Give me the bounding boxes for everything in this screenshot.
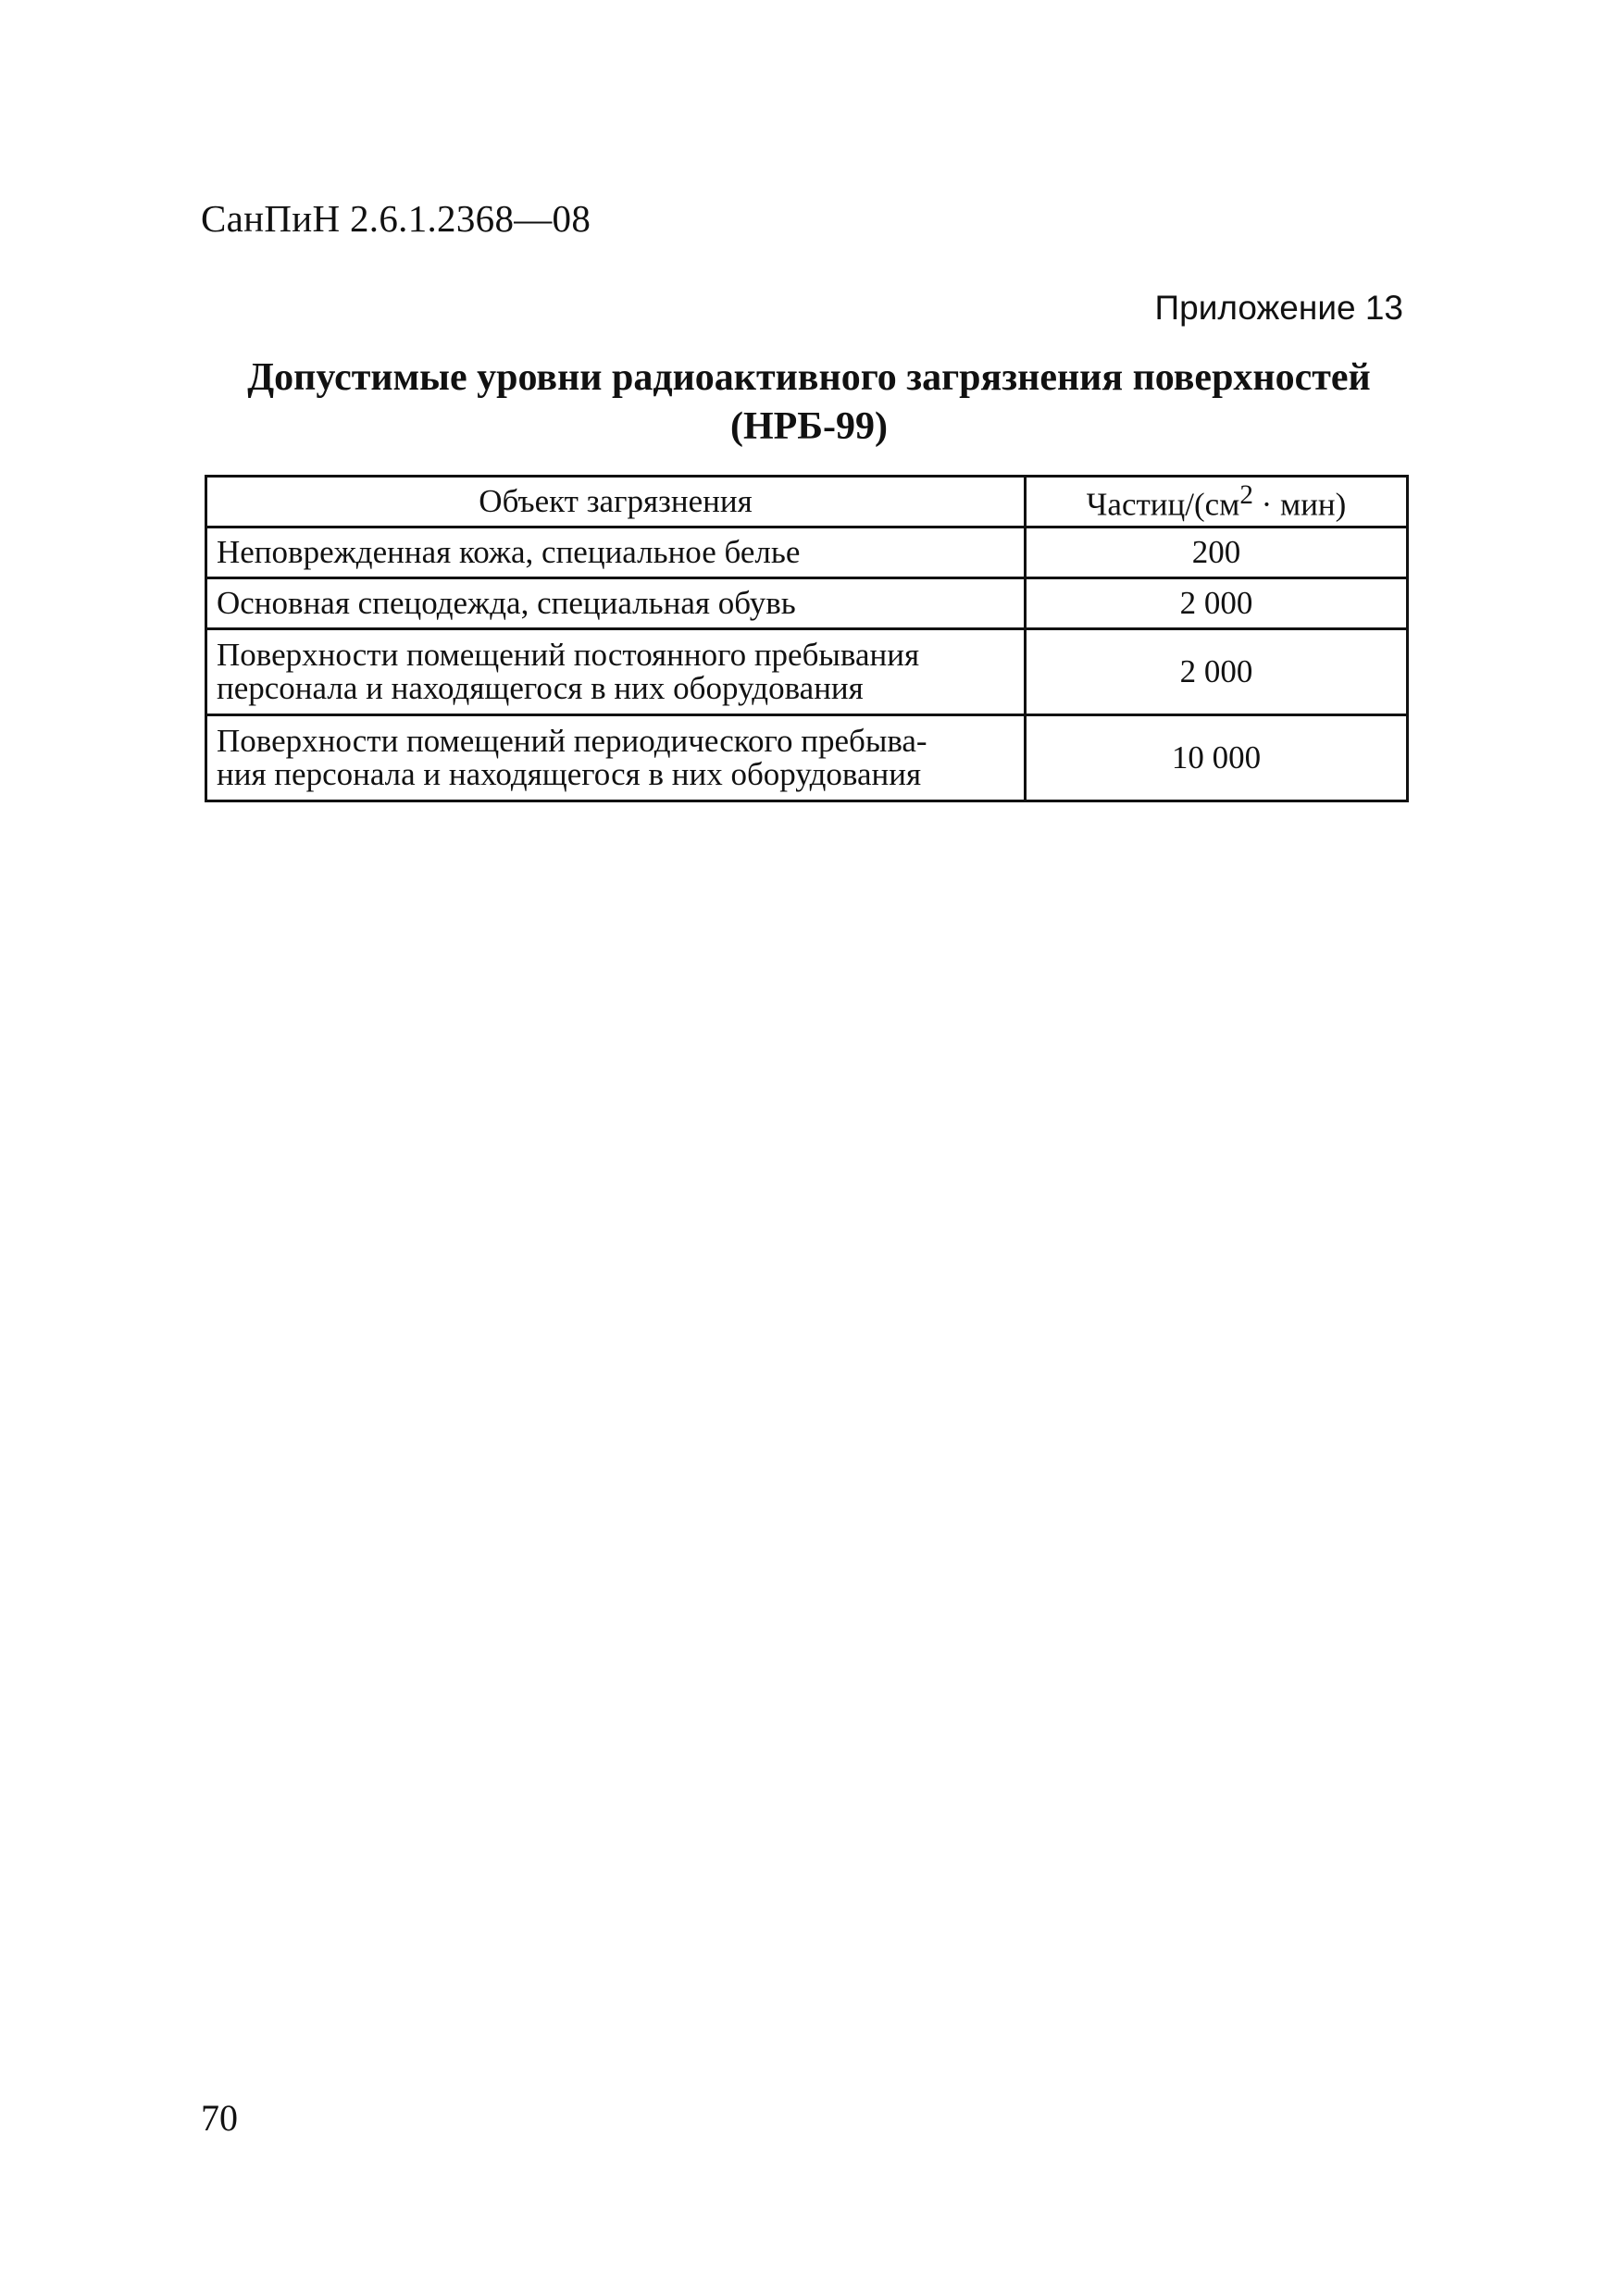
row-object-line: Неповрежденная кожа, специальное белье [217, 534, 801, 571]
table-row [206, 578, 1408, 629]
row-object-line: Поверхности помещений постоянного пребывания [217, 637, 920, 674]
contamination-levels-table [205, 475, 1409, 802]
document-code: СанПиН 2.6.1.2368—08 [201, 197, 591, 240]
row-object-line: персонала и находящегося в них оборудования [217, 670, 864, 706]
table-row [206, 527, 1408, 578]
page-title-line-2: (НРБ-99) [729, 405, 889, 448]
page-title-line-1: Допустимые уровни радиоактивного загрязнения поверхностей [247, 356, 1371, 399]
row-object-cell [206, 578, 1026, 629]
column-header-unit [1026, 477, 1408, 527]
table-header-row [206, 477, 1408, 527]
row-object-cell [206, 715, 1026, 801]
appendix-label: Приложение 13 [1154, 289, 1403, 327]
row-object-cell [206, 629, 1026, 715]
row-object-line: Поверхности помещений периодического пребыва- [217, 723, 927, 760]
table-row [206, 629, 1408, 715]
page-number: 70 [201, 2097, 238, 2139]
row-value-cell: 2 000 [1026, 578, 1408, 629]
unit-prefix: Частиц/(см [1086, 486, 1240, 523]
row-value-cell: 2 000 [1026, 629, 1408, 715]
row-object-line: Основная спецодежда, специальная обувь [217, 585, 796, 622]
row-value-cell: 10 000 [1026, 715, 1408, 801]
row-object-cell [206, 527, 1026, 578]
table-row [206, 715, 1408, 801]
row-object-line: ния персонала и находящегося в них оборудования [217, 756, 922, 792]
unit-exponent: 2 [1239, 479, 1253, 510]
row-value-cell: 200 [1026, 527, 1408, 578]
unit-suffix: · мин) [1252, 486, 1347, 523]
column-header-object: Объект загрязнения [206, 477, 1026, 527]
